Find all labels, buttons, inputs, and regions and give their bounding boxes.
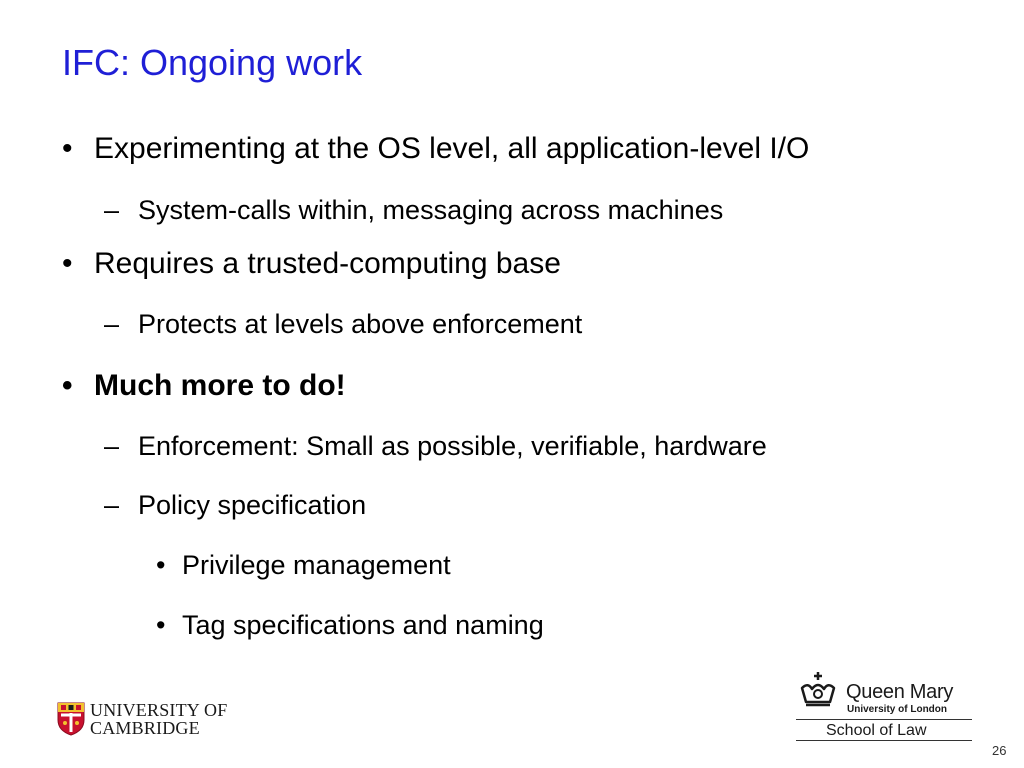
cambridge-line2: CAMBRIDGE — [90, 718, 200, 738]
qmul-school: School of Law — [826, 722, 927, 739]
bullet-text: Experimenting at the OS level, all application-level I/O — [94, 132, 810, 165]
qmul-divider-top — [796, 719, 972, 720]
dash-marker: – — [104, 195, 120, 225]
bullet-item-emphasis — [62, 369, 346, 403]
dash-marker: – — [104, 490, 120, 520]
bullet-text: Requires a trusted-computing base — [94, 247, 561, 280]
dash-marker: – — [104, 309, 120, 339]
sub-bullet-item — [104, 431, 767, 462]
slide-title: IFC: Ongoing work — [62, 42, 363, 83]
sub-bullet-text: Enforcement: Small as possible, verifiable, hardware — [138, 431, 767, 461]
bullet-text: Much more to do! — [94, 369, 346, 402]
cambridge-crest-icon — [57, 702, 85, 736]
sub-sub-bullet-item — [156, 550, 451, 581]
dash-marker: – — [104, 431, 120, 461]
bullet-marker: • — [62, 132, 73, 165]
qmul-crown-icon — [796, 672, 840, 712]
qmul-subtitle: University of London — [847, 704, 947, 715]
sub-bullet-text: Protects at levels above enforcement — [138, 309, 583, 339]
qmul-name: Queen Mary — [846, 681, 954, 703]
qmul-divider-bottom — [796, 740, 972, 741]
bullet-marker: • — [62, 247, 73, 280]
bullet-marker: • — [156, 550, 166, 580]
sub-bullet-item — [104, 195, 723, 226]
qmul-logo — [796, 672, 972, 742]
bullet-marker: • — [62, 369, 73, 402]
sub-bullet-text: Policy specification — [138, 490, 367, 520]
page-number: 26 — [992, 743, 1007, 758]
sub-sub-bullet-text: Tag specifications and naming — [182, 610, 544, 640]
cambridge-line1: UNIVERSITY OF — [90, 700, 228, 720]
sub-bullet-text: System-calls within, messaging across machines — [138, 195, 724, 225]
sub-bullet-item — [104, 309, 582, 340]
sub-sub-bullet-text: Privilege management — [182, 550, 451, 580]
bullet-item — [62, 132, 809, 166]
sub-bullet-item — [104, 490, 366, 521]
sub-sub-bullet-item — [156, 610, 544, 641]
bullet-marker: • — [156, 610, 166, 640]
bullet-item — [62, 247, 561, 281]
